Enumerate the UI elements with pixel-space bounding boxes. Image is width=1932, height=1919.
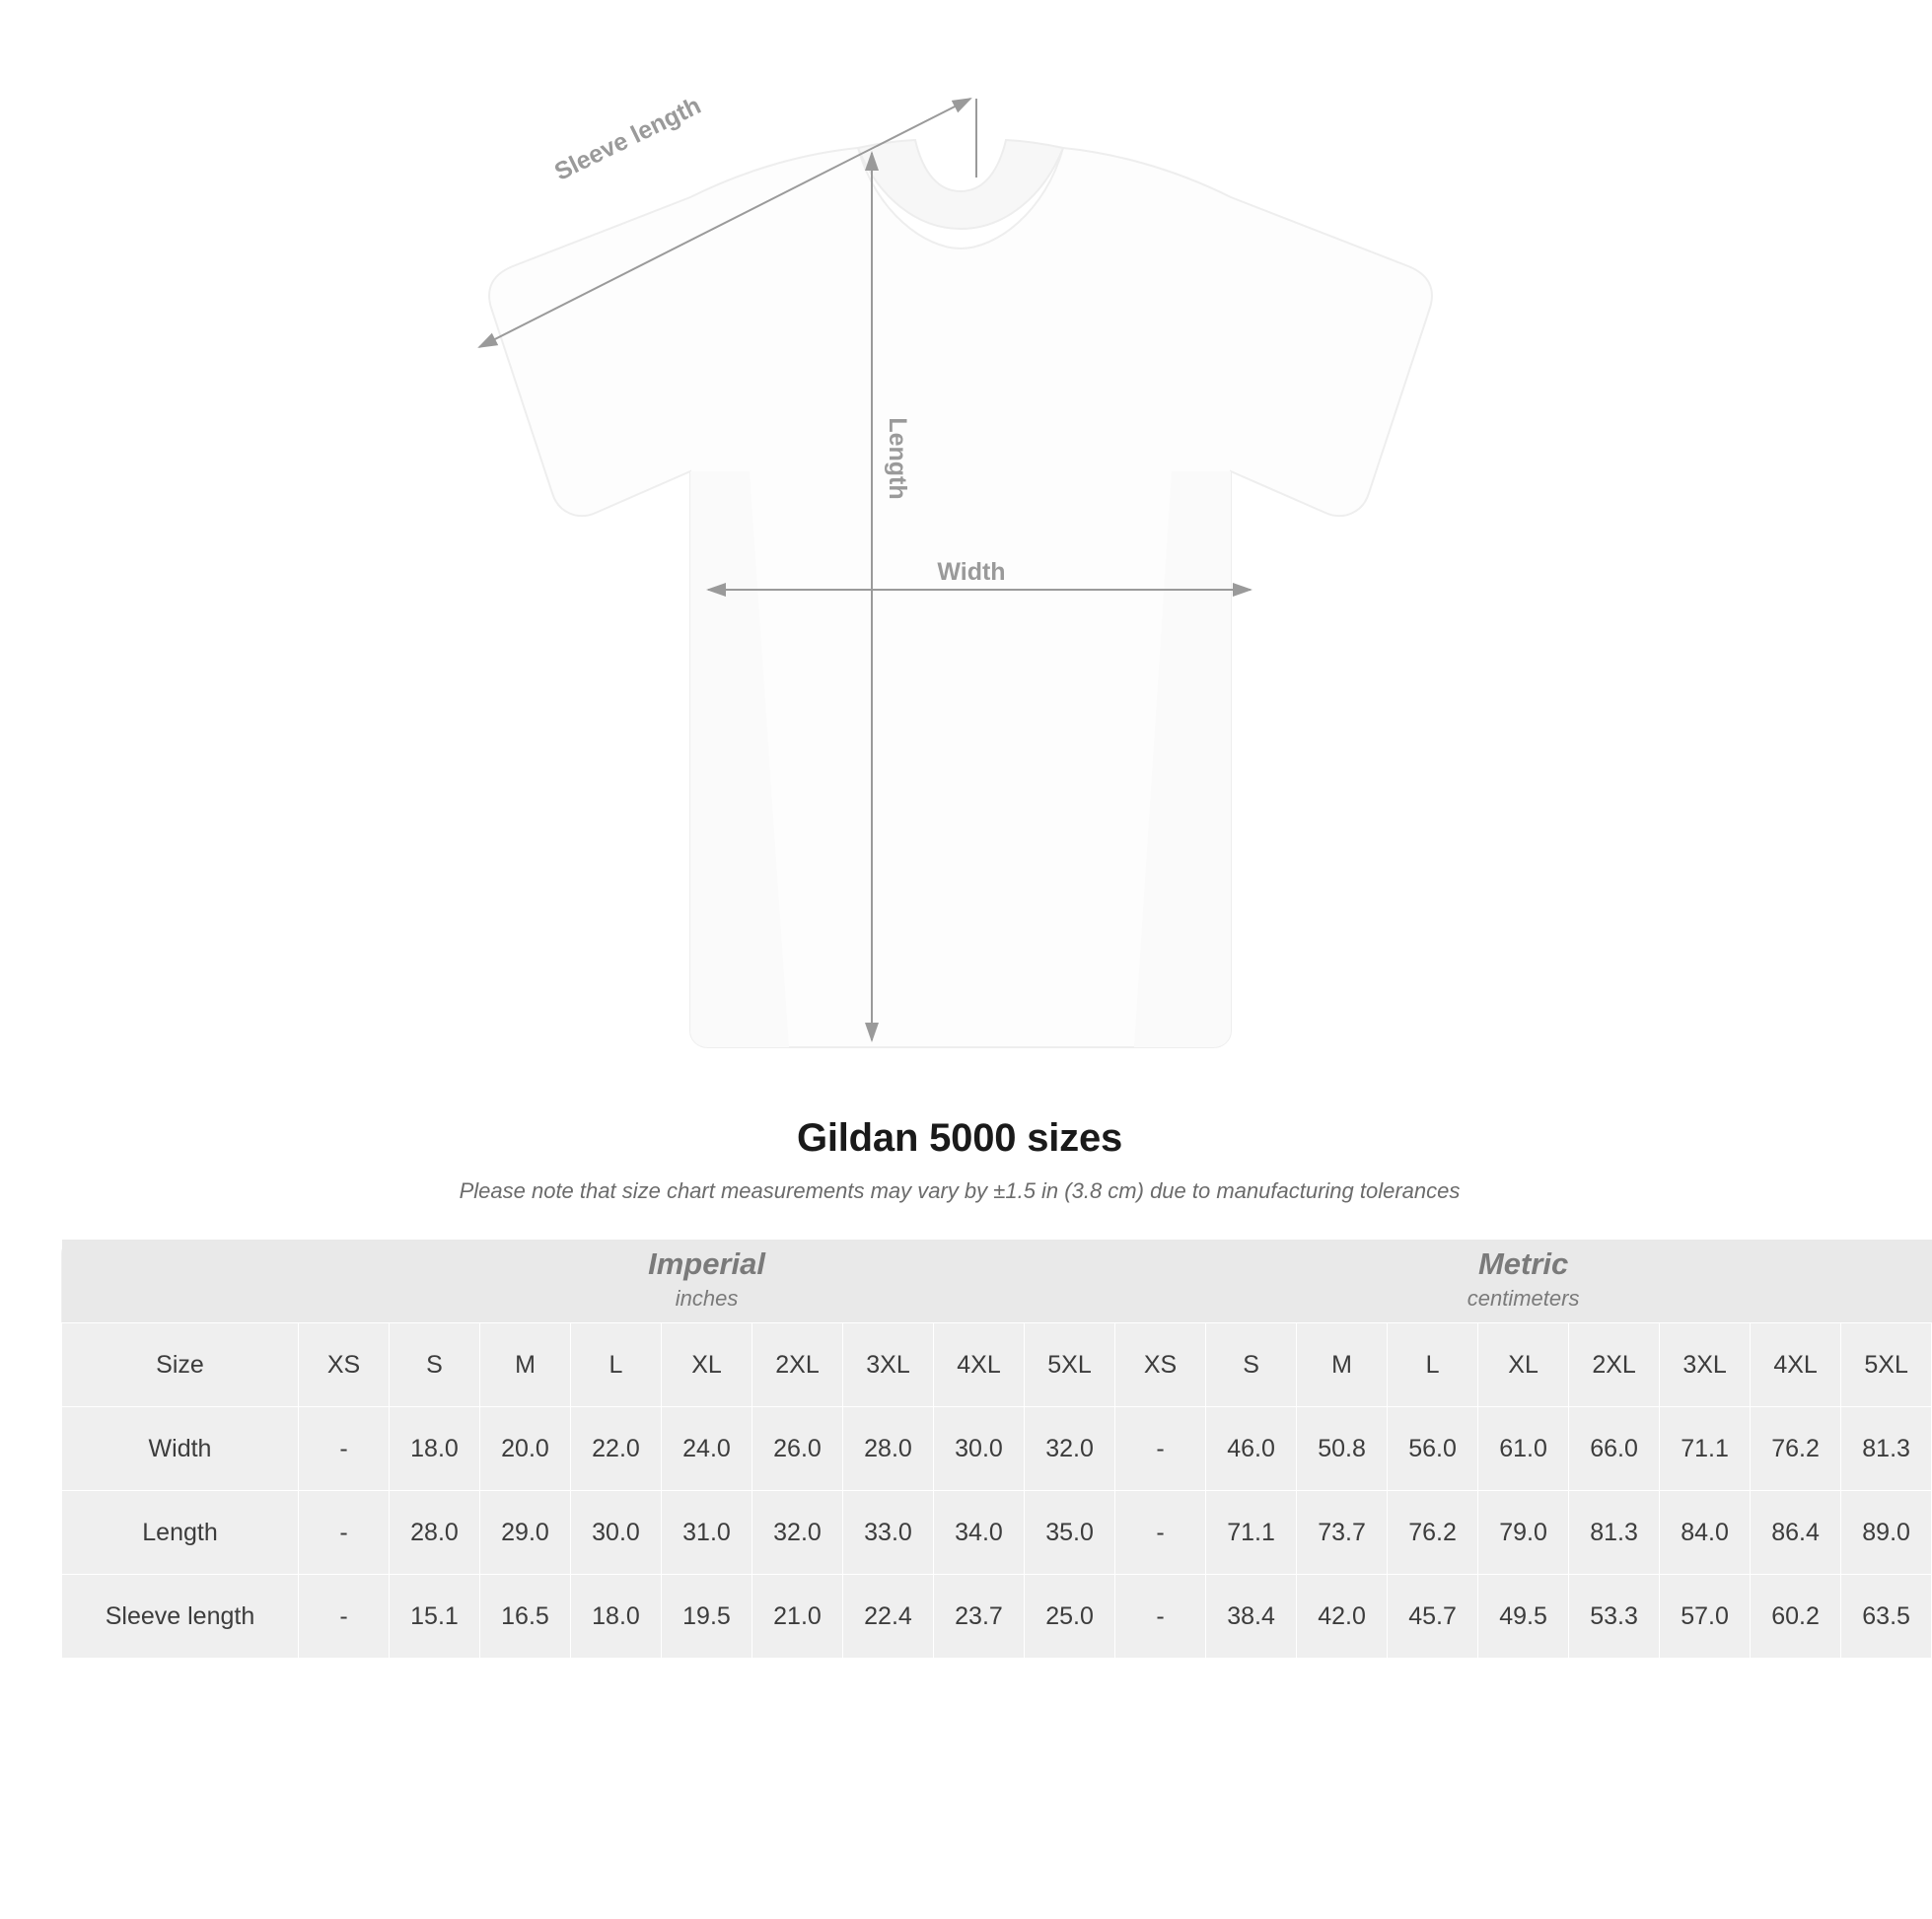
cell-width-imperial-3xl: 28.0 (843, 1407, 934, 1491)
title-block (0, 1116, 1919, 1204)
length-label: Length (884, 417, 911, 500)
cell-width-imperial-4xl: 30.0 (934, 1407, 1025, 1491)
col-head-imperial-4xl: 4XL (934, 1323, 1025, 1407)
col-head-metric-4xl: 4XL (1751, 1323, 1841, 1407)
cell-sleeve-metric-xs: - (1115, 1575, 1206, 1659)
col-head-imperial-xl: XL (662, 1323, 752, 1407)
cell-length-imperial-l: 30.0 (571, 1491, 662, 1575)
cell-sleeve-imperial-xs: - (299, 1575, 390, 1659)
col-head-imperial-m: M (480, 1323, 571, 1407)
page-title: Gildan 5000 sizes (796, 1116, 1123, 1160)
table-corner (62, 1240, 299, 1323)
cell-sleeve-imperial-5xl: 25.0 (1025, 1575, 1115, 1659)
cell-width-imperial-xl: 24.0 (662, 1407, 752, 1491)
cell-length-imperial-4xl: 34.0 (934, 1491, 1025, 1575)
col-head-metric-3xl: 3XL (1660, 1323, 1751, 1407)
unit-group-imperial-sub: inches (675, 1286, 739, 1312)
unit-group-metric-name: Metric (1477, 1245, 1569, 1281)
cell-width-metric-xs: - (1115, 1407, 1206, 1491)
table-row (62, 1575, 1932, 1659)
cell-sleeve-imperial-m: 16.5 (480, 1575, 571, 1659)
tolerance-note: Please note that size chart measurements may vary by ±1.5 in (3.8 cm) due to manufacturing tolerances (459, 1178, 1461, 1203)
size-table (61, 1240, 1932, 1659)
col-head-imperial-s: S (390, 1323, 480, 1407)
cell-length-imperial-s: 28.0 (390, 1491, 480, 1575)
sleeve-length-label: Sleeve length (549, 91, 706, 186)
col-head-imperial-xs: XS (299, 1323, 390, 1407)
size-header-row (62, 1323, 1932, 1407)
col-head-metric-l: L (1388, 1323, 1478, 1407)
cell-length-imperial-2xl: 32.0 (752, 1491, 843, 1575)
cell-width-metric-4xl: 76.2 (1751, 1407, 1841, 1491)
tshirt-shape (489, 140, 1432, 1047)
cell-length-imperial-5xl: 35.0 (1025, 1491, 1115, 1575)
cell-width-metric-m: 50.8 (1297, 1407, 1388, 1491)
cell-sleeve-metric-xl: 49.5 (1478, 1575, 1569, 1659)
cell-width-metric-s: 46.0 (1206, 1407, 1297, 1491)
cell-sleeve-metric-4xl: 60.2 (1751, 1575, 1841, 1659)
cell-sleeve-metric-l: 45.7 (1388, 1575, 1478, 1659)
cell-sleeve-imperial-s: 15.1 (390, 1575, 480, 1659)
cell-sleeve-metric-s: 38.4 (1206, 1575, 1297, 1659)
cell-width-imperial-l: 22.0 (571, 1407, 662, 1491)
cell-width-imperial-2xl: 26.0 (752, 1407, 843, 1491)
table-row (62, 1491, 1932, 1575)
cell-length-imperial-xl: 31.0 (662, 1491, 752, 1575)
cell-length-metric-s: 71.1 (1206, 1491, 1297, 1575)
cell-length-imperial-m: 29.0 (480, 1491, 571, 1575)
cell-length-metric-5xl: 89.0 (1841, 1491, 1932, 1575)
cell-width-metric-2xl: 66.0 (1569, 1407, 1660, 1491)
col-head-imperial-2xl: 2XL (752, 1323, 843, 1407)
cell-length-metric-2xl: 81.3 (1569, 1491, 1660, 1575)
cell-width-metric-5xl: 81.3 (1841, 1407, 1932, 1491)
cell-width-imperial-m: 20.0 (480, 1407, 571, 1491)
col-head-metric-m: M (1297, 1323, 1388, 1407)
cell-width-imperial-5xl: 32.0 (1025, 1407, 1115, 1491)
cell-length-imperial-xs: - (299, 1491, 390, 1575)
row-label-sleeve-length: Sleeve length (62, 1575, 299, 1659)
cell-length-metric-xl: 79.0 (1478, 1491, 1569, 1575)
row-label-length: Length (62, 1491, 299, 1575)
table-row (62, 1407, 1932, 1491)
col-head-metric-xl: XL (1478, 1323, 1569, 1407)
cell-sleeve-metric-5xl: 63.5 (1841, 1575, 1932, 1659)
unit-group-imperial (299, 1240, 1115, 1323)
row-label-width: Width (62, 1407, 299, 1491)
col-head-metric-2xl: 2XL (1569, 1323, 1660, 1407)
width-label: Width (937, 558, 1006, 586)
col-head-metric-xs: XS (1115, 1323, 1206, 1407)
cell-width-metric-l: 56.0 (1388, 1407, 1478, 1491)
cell-sleeve-metric-m: 42.0 (1297, 1575, 1388, 1659)
cell-length-metric-l: 76.2 (1388, 1491, 1478, 1575)
cell-width-imperial-xs: - (299, 1407, 390, 1491)
unit-group-metric-sub: centimeters (1467, 1286, 1580, 1312)
size-header-label: Size (62, 1323, 299, 1407)
cell-length-metric-xs: - (1115, 1491, 1206, 1575)
cell-width-metric-xl: 61.0 (1478, 1407, 1569, 1491)
col-head-metric-s: S (1206, 1323, 1297, 1407)
cell-length-metric-3xl: 84.0 (1660, 1491, 1751, 1575)
cell-sleeve-metric-2xl: 53.3 (1569, 1575, 1660, 1659)
col-head-imperial-3xl: 3XL (843, 1323, 934, 1407)
col-head-imperial-5xl: 5XL (1025, 1323, 1115, 1407)
cell-length-metric-4xl: 86.4 (1751, 1491, 1841, 1575)
unit-group-metric (1115, 1240, 1932, 1323)
cell-sleeve-imperial-3xl: 22.4 (843, 1575, 934, 1659)
cell-sleeve-imperial-2xl: 21.0 (752, 1575, 843, 1659)
unit-header-row (62, 1240, 1932, 1323)
cell-length-imperial-3xl: 33.0 (843, 1491, 934, 1575)
unit-group-imperial-name: Imperial (648, 1245, 765, 1281)
cell-length-metric-m: 73.7 (1297, 1491, 1388, 1575)
cell-sleeve-imperial-4xl: 23.7 (934, 1575, 1025, 1659)
cell-width-imperial-s: 18.0 (390, 1407, 480, 1491)
col-head-metric-5xl: 5XL (1841, 1323, 1932, 1407)
cell-sleeve-imperial-xl: 19.5 (662, 1575, 752, 1659)
size-table-wrapper (61, 1240, 1910, 1659)
col-head-imperial-l: L (571, 1323, 662, 1407)
cell-width-metric-3xl: 71.1 (1660, 1407, 1751, 1491)
cell-sleeve-imperial-l: 18.0 (571, 1575, 662, 1659)
cell-sleeve-metric-3xl: 57.0 (1660, 1575, 1751, 1659)
